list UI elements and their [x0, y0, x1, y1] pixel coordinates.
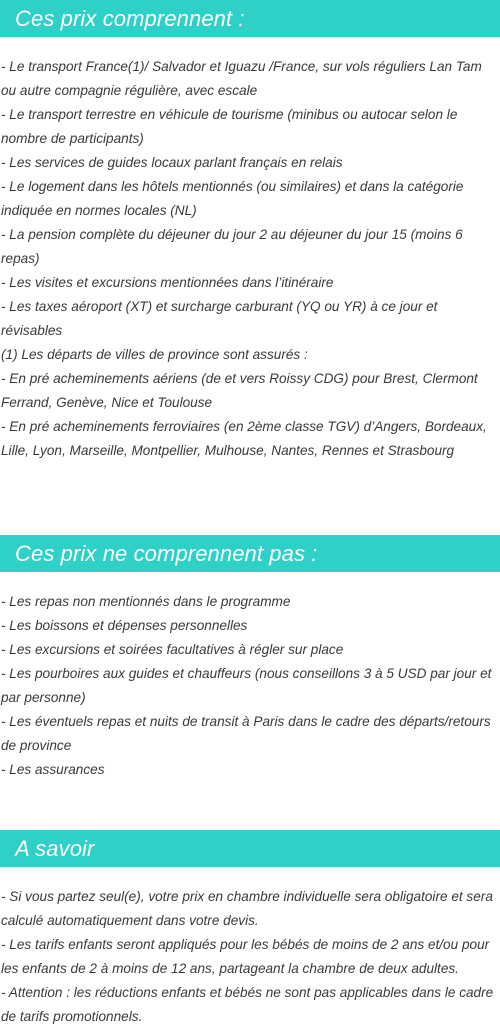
list-item: - Si vous partez seul(e), votre prix en chambre individuelle sera obligatoire et sera calculé automatiquement dans votre devis. — [1, 889, 493, 928]
section-header-excludes: Ces prix ne comprennent pas : — [0, 535, 500, 572]
list-item: - Le transport terrestre en véhicule de tourisme (minibus ou autocar selon le nombre de participants) — [1, 107, 458, 146]
list-item: - Le logement dans les hôtels mentionnés (ou similaires) et dans la catégorie indiquée en normes locales (NL) — [1, 179, 464, 218]
list-item: - Les taxes aéroport (XT) et surcharge carburant (YQ ou YR) à ce jour et révisables — [1, 299, 438, 338]
list-item: - Le transport France(1)/ Salvador et Iguazu /France, sur vols réguliers Lan Tam ou autre compagnie régulière, avec escale — [1, 59, 482, 98]
section-header-good-to-know: A savoir — [0, 830, 500, 867]
list-item: - En pré acheminements aériens (de et vers Roissy CDG) pour Brest, Clermont Ferrand, Genève, Nice et Toulouse — [1, 371, 478, 410]
good-to-know-list — [1, 885, 499, 1029]
list-item: - Les boissons et dépenses personnelles — [1, 618, 248, 633]
list-item: - Les repas non mentionnés dans le programme — [1, 594, 291, 609]
list-item: - La pension complète du déjeuner du jour 2 au déjeuner du jour 15 (moins 6 repas) — [1, 227, 463, 266]
list-item: - Les excursions et soirées facultatives à régler sur place — [1, 642, 344, 657]
list-item: - Les tarifs enfants seront appliqués pour les bébés de moins de 2 ans et/ou pour les enfants de 2 à moins de 12 ans, partageant la chambre de deux adultes. — [1, 937, 490, 976]
section-header-includes: Ces prix comprennent : — [0, 0, 500, 37]
includes-list — [1, 55, 499, 463]
list-item: - Les services de guides locaux parlant français en relais — [1, 155, 343, 170]
list-item: - Les assurances — [1, 762, 105, 777]
excludes-list — [1, 590, 499, 782]
list-item: - Les éventuels repas et nuits de transit à Paris dans le cadre des départs/retours de province — [1, 714, 491, 753]
list-item: - Les pourboires aux guides et chauffeurs (nous conseillons 3 à 5 USD par jour et par personne) — [1, 666, 492, 705]
list-item: - Les visites et excursions mentionnées dans l’itinéraire — [1, 275, 334, 290]
list-item: - Attention : les réductions enfants et bébés ne sont pas applicables dans le cadre de tarifs promotionnels. — [1, 985, 494, 1024]
list-item: - En pré acheminements ferroviaires (en 2ème classe TGV) d’Angers, Bordeaux, Lille, Lyon, Marseille, Montpellier, Mulhouse, Nantes, Rennes et Strasbourg — [1, 419, 487, 458]
list-item: (1) Les départs de villes de province sont assurés : — [1, 347, 308, 362]
